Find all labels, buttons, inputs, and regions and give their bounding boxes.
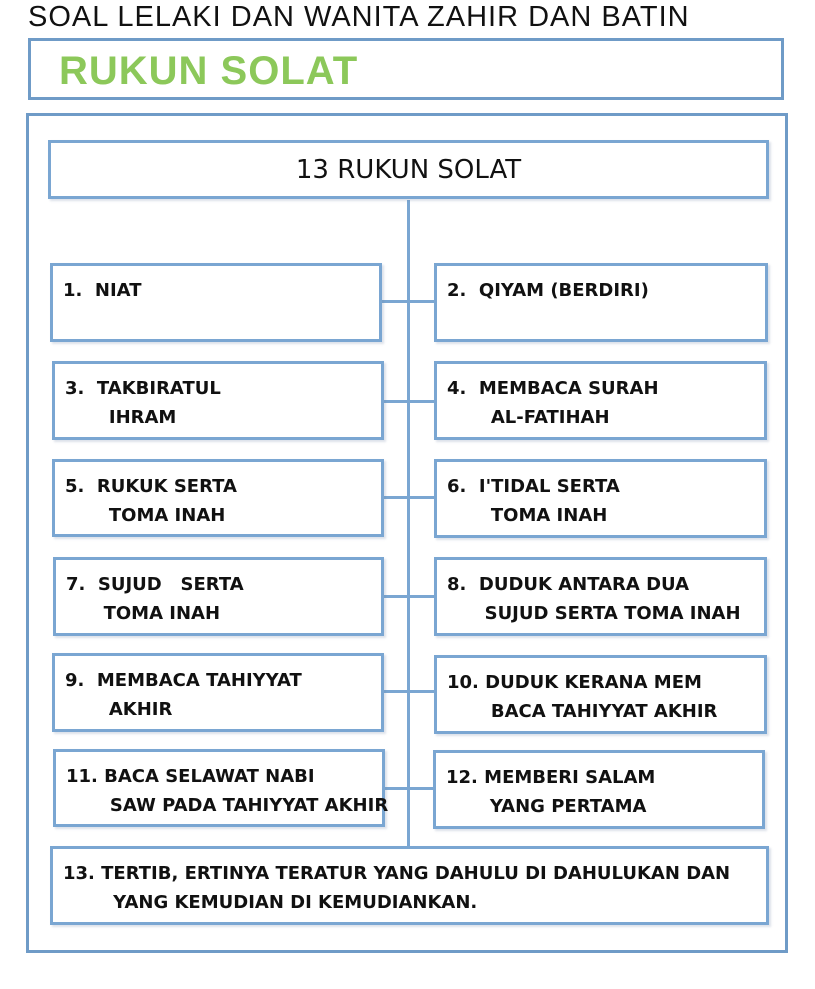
step-box-5 (52, 459, 384, 537)
step-box-11 (53, 749, 389, 827)
step-label: 1. NIAT (63, 280, 142, 301)
step-box-8 (434, 557, 767, 636)
page-title: RUKUN SOLAT (59, 49, 359, 93)
step-label: 7. SUJUD SERTA TOMA INAH (66, 574, 244, 624)
connector-branch-row-6 (384, 787, 433, 790)
step-label: 5. RUKUK SERTA TOMA INAH (65, 476, 237, 526)
heading-box (48, 140, 769, 199)
connector-branch-row-2 (384, 400, 435, 403)
connector-branch-row-1 (382, 300, 436, 303)
step-box-13 (50, 846, 769, 925)
step-label: 6. I'TIDAL SERTA TOMA INAH (447, 476, 620, 526)
step-label: 11. BACA SELAWAT NABI SAW PADA TAHIYYAT AKHIR (66, 766, 389, 816)
step-label: 9. MEMBACA TAHIYYAT AKHIR (65, 670, 302, 720)
connector-branch-row-5 (384, 690, 435, 693)
title-banner (28, 38, 784, 100)
step-box-12 (433, 750, 765, 829)
step-box-3 (52, 361, 384, 440)
header-line: SOAL LELAKI DAN WANITA ZAHIR DAN BATIN (28, 1, 690, 33)
step-label: 12. MEMBERI SALAM YANG PERTAMA (446, 767, 656, 817)
step-label: 10. DUDUK KERANA MEM BACA TAHIYYAT AKHIR (447, 672, 718, 722)
step-box-6 (434, 459, 767, 538)
connector-branch-row-3 (384, 496, 435, 499)
step-box-2 (434, 263, 768, 342)
step-box-7 (53, 557, 384, 636)
step-box-4 (434, 361, 767, 440)
step-label: 8. DUDUK ANTARA DUA SUJUD SERTA TOMA INAH (447, 574, 741, 624)
connector-branch-row-4 (384, 595, 435, 598)
step-label: 2. QIYAM (BERDIRI) (447, 280, 649, 301)
connector-trunk (407, 200, 410, 848)
step-box-9 (52, 653, 384, 732)
step-box-10 (434, 655, 767, 734)
step-label: 13. TERTIB, ERTINYA TERATUR YANG DAHULU DI DAHULUKAN DAN YANG KEMUDIAN DI KEMUDIANKAN. (63, 863, 731, 913)
step-label: 3. TAKBIRATUL IHRAM (65, 378, 221, 428)
step-box-1 (50, 263, 382, 342)
heading-label: 13 RUKUN SOLAT (295, 154, 522, 185)
step-label: 4. MEMBACA SURAH AL-FATIHAH (447, 378, 659, 428)
